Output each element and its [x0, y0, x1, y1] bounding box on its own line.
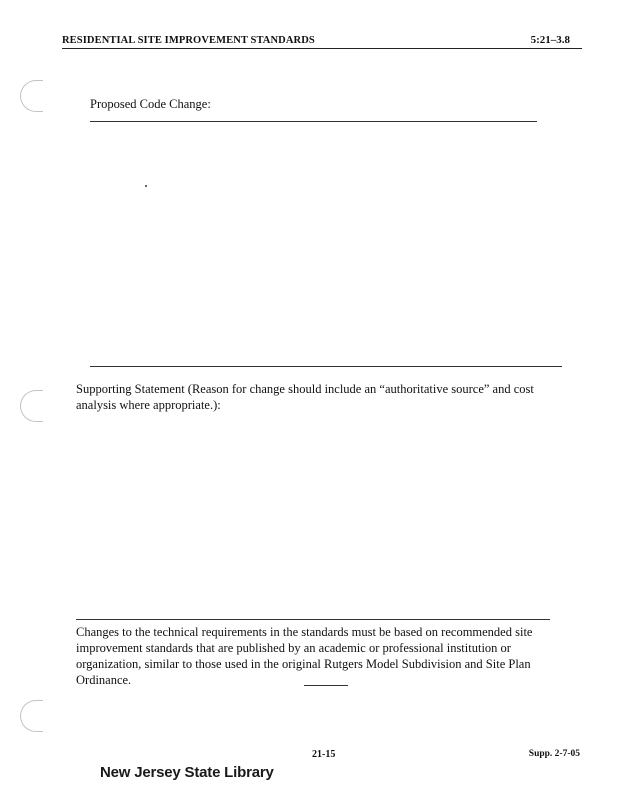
binder-hole-bottom — [20, 700, 43, 732]
proposed-code-change-label: Proposed Code Change: — [90, 97, 211, 111]
section-number: 5:21–3.8 — [530, 34, 570, 46]
stray-mark — [145, 185, 147, 187]
supplement-date: Supp. 2-7-05 — [528, 749, 580, 759]
binder-hole-middle — [20, 390, 43, 422]
proposed-code-change-rule — [90, 121, 537, 122]
header-rule — [62, 48, 582, 49]
section-divider-rule — [90, 366, 562, 367]
note-divider-rule — [76, 619, 550, 620]
page-number: 21-15 — [312, 749, 336, 760]
end-of-note-rule — [304, 685, 348, 686]
library-stamp: New Jersey State Library — [100, 764, 274, 781]
binder-hole-top — [20, 80, 43, 112]
technical-requirements-note: Changes to the technical requirements in the standards must be based on recommended site improvement standards that are published by an academic or professional institution or organization, similar to those used in the original Rutgers Model Subdivision and Site Plan Ordinance. — [76, 625, 533, 687]
running-header-title: RESIDENTIAL SITE IMPROVEMENT STANDARDS — [62, 35, 315, 46]
supporting-statement-label: Supporting Statement (Reason for change should include an “authoritative source” and cost analysis where appropriate.): — [76, 382, 534, 412]
